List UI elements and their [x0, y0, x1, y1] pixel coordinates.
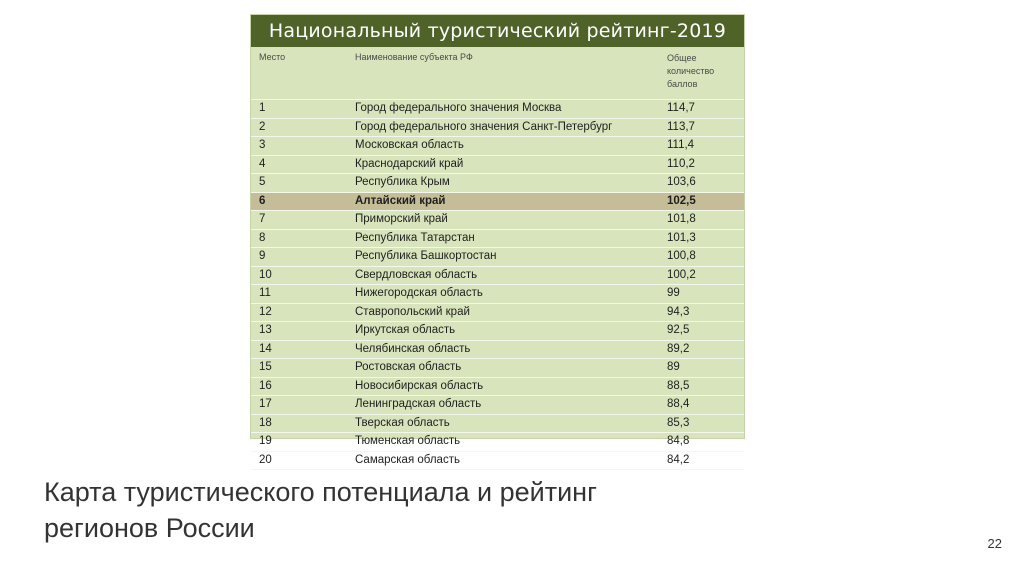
cell-name: Свердловская область [355, 268, 478, 281]
page-number: 22 [987, 536, 1002, 551]
cell-score: 85,3 [667, 416, 690, 429]
caption-line: регионов России [44, 513, 255, 543]
table-row [251, 100, 744, 119]
cell-score: 101,3 [667, 231, 696, 244]
caption-line: Карта туристического потенциала и рейтинг [44, 477, 597, 507]
table-row [251, 378, 744, 397]
table-row [251, 248, 744, 267]
cell-score: 102,5 [667, 194, 696, 207]
cell-score: 89 [667, 361, 680, 373]
cell-score: 88,4 [667, 398, 690, 410]
cell-place: 5 [259, 176, 266, 188]
header-score-line: Общее [667, 53, 697, 63]
cell-place: 16 [259, 379, 272, 392]
cell-score: 101,8 [667, 213, 696, 225]
cell-place: 3 [259, 139, 266, 151]
cell-name: Иркутская область [355, 324, 456, 336]
table-row [251, 396, 744, 415]
header-name: Наименование субъекта РФ [355, 52, 473, 62]
table-row [251, 452, 744, 471]
table-row [251, 304, 744, 323]
header-place: Место [259, 52, 286, 62]
table-row [251, 433, 744, 452]
table-row [251, 156, 744, 175]
cell-place: 4 [259, 157, 266, 170]
cell-place: 15 [259, 361, 272, 373]
table-rows [251, 100, 744, 470]
cell-score: 113,7 [667, 120, 695, 133]
cell-place: 13 [259, 324, 272, 336]
cell-name: Нижегородская область [355, 287, 483, 299]
cell-score: 84,8 [667, 435, 690, 447]
table-row [251, 359, 744, 378]
table-row [251, 230, 744, 249]
cell-score: 88,5 [667, 379, 690, 392]
cell-place: 10 [259, 268, 272, 281]
cell-score: 84,2 [667, 453, 690, 466]
table-row [251, 415, 744, 434]
cell-place: 2 [259, 120, 266, 133]
cell-score: 100,2 [667, 268, 696, 281]
slide-caption [44, 474, 744, 546]
cell-place: 17 [259, 398, 272, 410]
rating-table [250, 14, 745, 466]
cell-name: Московская область [355, 139, 464, 151]
cell-place: 1 [259, 102, 266, 114]
table-row [251, 267, 744, 286]
table-header [251, 47, 744, 100]
table-row [251, 174, 744, 193]
cell-place: 20 [259, 453, 272, 466]
header-score-line: количество [667, 66, 715, 76]
cell-score: 99 [667, 287, 680, 299]
cell-score: 94,3 [667, 305, 690, 318]
cell-place: 19 [259, 435, 272, 447]
table-title: Национальный туристический рейтинг-2019 [251, 15, 744, 47]
table-row [251, 285, 744, 304]
cell-name: Республика Башкортостан [355, 250, 497, 262]
cell-place: 14 [259, 342, 272, 355]
cell-name: Ростовская область [355, 361, 462, 373]
cell-score: 92,5 [667, 324, 690, 336]
cell-score: 100,8 [667, 250, 696, 262]
cell-place: 11 [259, 287, 271, 299]
cell-name: Новосибирская область [355, 379, 484, 392]
cell-score: 110,2 [667, 157, 695, 170]
cell-place: 7 [259, 213, 266, 225]
cell-name: Республика Крым [355, 176, 450, 188]
table-row [251, 322, 744, 341]
cell-place: 6 [259, 194, 266, 207]
cell-name: Самарская область [355, 453, 460, 466]
cell-place: 18 [259, 416, 272, 429]
cell-score: 111,4 [667, 139, 695, 151]
cell-name: Республика Татарстан [355, 231, 475, 244]
header-score [667, 52, 737, 91]
cell-place: 12 [259, 305, 272, 318]
cell-name: Приморский край [355, 213, 448, 225]
table-row [251, 211, 744, 230]
table-row [251, 119, 744, 138]
cell-name: Тюменская область [355, 435, 461, 447]
cell-name: Краснодарский край [355, 157, 464, 170]
table-row [251, 341, 744, 360]
cell-name: Алтайский край [355, 194, 446, 207]
cell-name: Ленинградская область [355, 398, 482, 410]
cell-score: 89,2 [667, 342, 690, 355]
cell-score: 114,7 [667, 102, 695, 114]
cell-place: 8 [259, 231, 266, 244]
cell-name: Город федерального значения Москва [355, 102, 562, 114]
header-score-line: баллов [667, 79, 698, 89]
cell-name: Город федерального значения Санкт-Петербург [355, 120, 613, 133]
cell-name: Тверская область [355, 416, 450, 429]
cell-name: Ставропольский край [355, 305, 470, 318]
cell-place: 9 [259, 250, 266, 262]
table-row [251, 137, 744, 156]
cell-name: Челябинская область [355, 342, 471, 355]
table-row-highlighted [251, 193, 744, 212]
cell-score: 103,6 [667, 176, 696, 188]
